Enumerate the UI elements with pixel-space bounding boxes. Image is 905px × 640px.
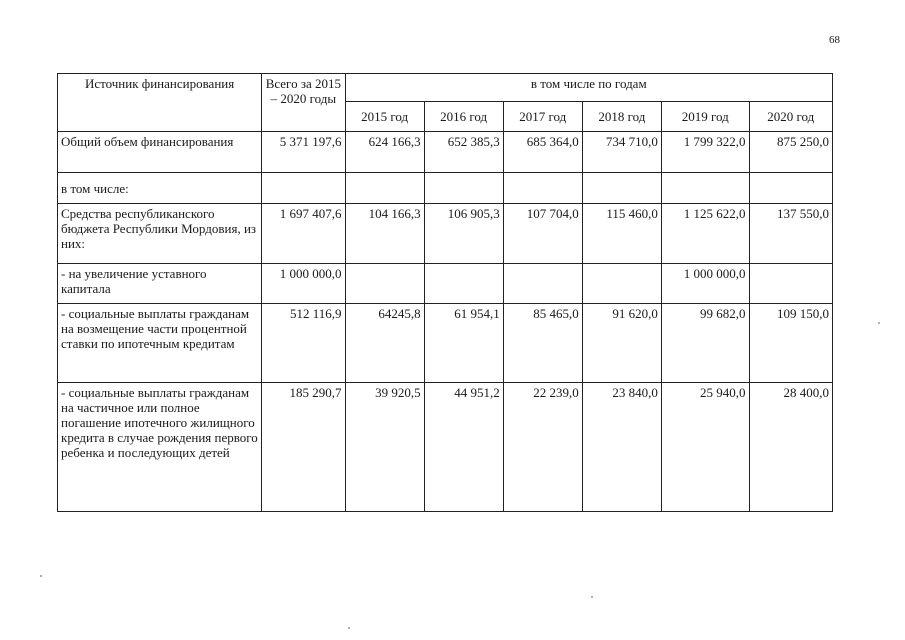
row-value: 85 465,0 bbox=[503, 304, 582, 383]
header-total: Всего за 2015 – 2020 годы bbox=[262, 74, 345, 132]
row-value: 23 840,0 bbox=[582, 383, 661, 512]
page-number: 68 bbox=[829, 34, 840, 46]
row-label: Общий объем финансирования bbox=[58, 132, 262, 173]
row-value: 109 150,0 bbox=[749, 304, 832, 383]
table-header-row bbox=[58, 74, 833, 102]
row-total: 1 697 407,6 bbox=[262, 204, 345, 264]
header-year: 2019 год bbox=[661, 102, 749, 132]
row-value: 875 250,0 bbox=[749, 132, 832, 173]
row-total: 185 290,7 bbox=[262, 383, 345, 512]
row-label: Средства республиканского бюджета Республики Мордовия, из них: bbox=[58, 204, 262, 264]
row-value: 104 166,3 bbox=[345, 204, 424, 264]
row-value: 99 682,0 bbox=[661, 304, 749, 383]
row-value bbox=[503, 173, 582, 204]
row-value: 624 166,3 bbox=[345, 132, 424, 173]
table-row bbox=[58, 304, 833, 383]
header-by-years: в том числе по годам bbox=[345, 74, 832, 102]
header-year: 2018 год bbox=[582, 102, 661, 132]
row-value bbox=[503, 264, 582, 304]
row-total: 1 000 000,0 bbox=[262, 264, 345, 304]
row-label: - социальные выплаты гражданам на частичное или полное погашение ипотечного жилищного кредита в случае рождения первого ребенка и последующих детей bbox=[58, 383, 262, 512]
row-value bbox=[582, 173, 661, 204]
row-value: 28 400,0 bbox=[749, 383, 832, 512]
row-value: 61 954,1 bbox=[424, 304, 503, 383]
table-row bbox=[58, 173, 833, 204]
scan-speck bbox=[40, 575, 42, 577]
scan-speck bbox=[348, 627, 350, 629]
row-value: 44 951,2 bbox=[424, 383, 503, 512]
scan-speck bbox=[878, 322, 880, 324]
header-year: 2015 год bbox=[345, 102, 424, 132]
row-value: 137 550,0 bbox=[749, 204, 832, 264]
row-value: 115 460,0 bbox=[582, 204, 661, 264]
row-value: 734 710,0 bbox=[582, 132, 661, 173]
header-year: 2020 год bbox=[749, 102, 832, 132]
row-value bbox=[749, 264, 832, 304]
row-value bbox=[345, 264, 424, 304]
row-value bbox=[424, 173, 503, 204]
row-label: - на увеличение уставного капитала bbox=[58, 264, 262, 304]
scan-speck bbox=[591, 596, 593, 598]
row-label: в том числе: bbox=[58, 173, 262, 204]
row-value: 107 704,0 bbox=[503, 204, 582, 264]
row-total: 512 116,9 bbox=[262, 304, 345, 383]
row-label: - социальные выплаты гражданам на возмещение части процентной ставки по ипотечным кредитам bbox=[58, 304, 262, 383]
table-row bbox=[58, 383, 833, 512]
table-row bbox=[58, 264, 833, 304]
header-year: 2017 год bbox=[503, 102, 582, 132]
row-value: 39 920,5 bbox=[345, 383, 424, 512]
row-value bbox=[582, 264, 661, 304]
row-value bbox=[424, 264, 503, 304]
row-value bbox=[661, 173, 749, 204]
row-value bbox=[345, 173, 424, 204]
table-row bbox=[58, 132, 833, 173]
header-year: 2016 год bbox=[424, 102, 503, 132]
row-value: 106 905,3 bbox=[424, 204, 503, 264]
row-total: 5 371 197,6 bbox=[262, 132, 345, 173]
financing-table bbox=[57, 73, 833, 512]
table-row bbox=[58, 204, 833, 264]
row-value: 22 239,0 bbox=[503, 383, 582, 512]
header-source: Источник финансирования bbox=[58, 74, 262, 132]
row-value: 25 940,0 bbox=[661, 383, 749, 512]
row-value: 91 620,0 bbox=[582, 304, 661, 383]
row-value: 1 799 322,0 bbox=[661, 132, 749, 173]
row-value: 1 000 000,0 bbox=[661, 264, 749, 304]
row-value: 64245,8 bbox=[345, 304, 424, 383]
row-value bbox=[749, 173, 832, 204]
row-value: 1 125 622,0 bbox=[661, 204, 749, 264]
row-value: 652 385,3 bbox=[424, 132, 503, 173]
row-value: 685 364,0 bbox=[503, 132, 582, 173]
row-total bbox=[262, 173, 345, 204]
